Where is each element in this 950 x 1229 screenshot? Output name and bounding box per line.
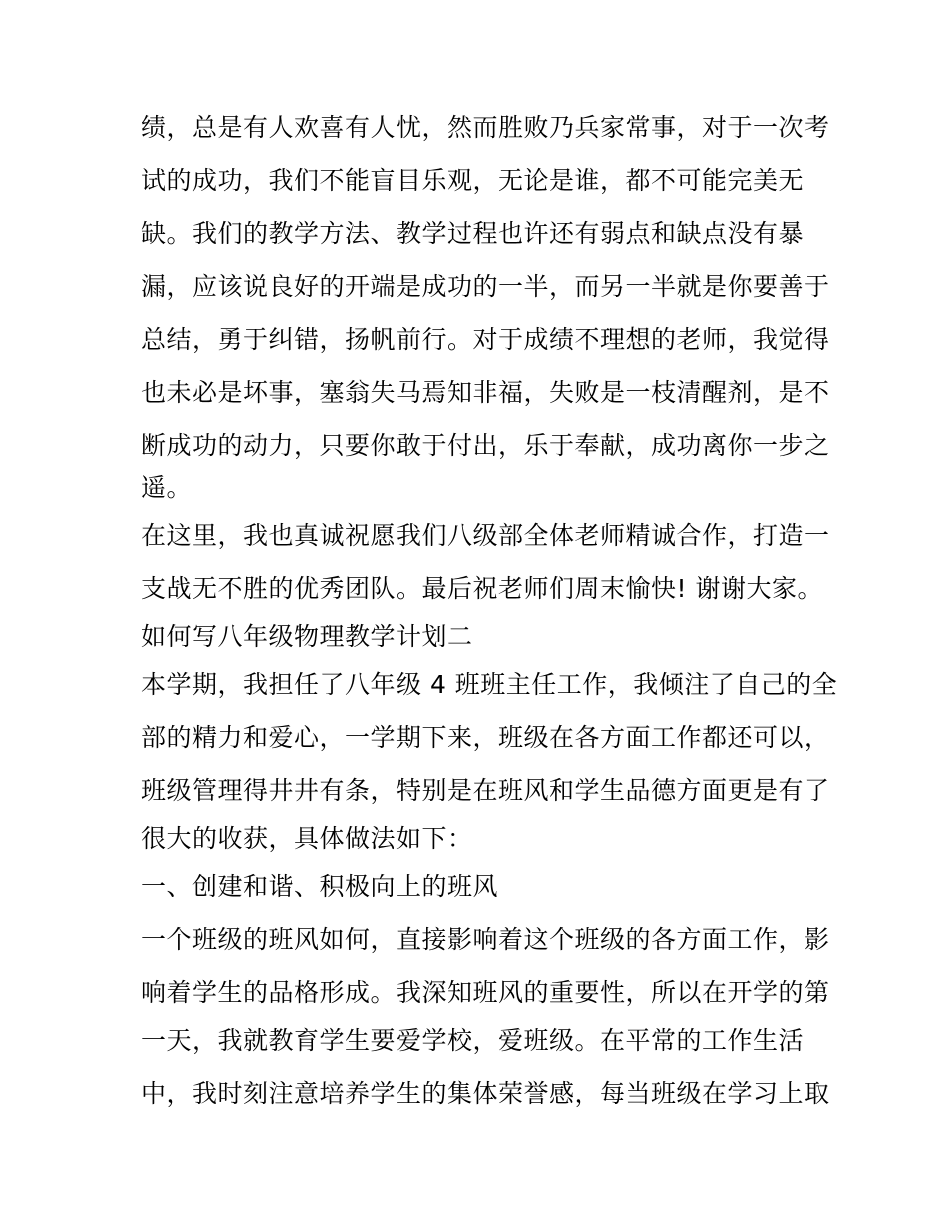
- text-line: 断成功的动力，只要你敢于付出，乐于奉献，成功离你一步之: [141, 431, 830, 460]
- text-line: 本学期，我担任了八年级 4 班班主任工作，我倾注了自己的全: [141, 670, 838, 699]
- text-line: 班级管理得井井有条，特别是在班风和学生品德方面更是有了: [141, 776, 830, 805]
- text-line: 总结，勇于纠错，扬帆前行。对于成绩不理想的老师，我觉得: [141, 325, 830, 354]
- text-line: 一天，我就教育学生要爱学校，爱班级。在平常的工作生活: [141, 1026, 805, 1055]
- text-line: 缺。我们的教学方法、教学过程也许还有弱点和缺点没有暴: [141, 219, 805, 248]
- text-line: 很大的收获，具体做法如下：: [141, 824, 473, 853]
- text-line: 在这里，我也真诚祝愿我们八级部全体老师精诚合作，打造一: [141, 521, 830, 550]
- text-line: 绩，总是有人欢喜有人忧，然而胜败乃兵家常事，对于一次考: [141, 113, 830, 142]
- text-line: 响着学生的品格形成。我深知班风的重要性，所以在开学的第: [141, 978, 830, 1007]
- text-line: 支战无不胜的优秀团队。最后祝老师们周末愉快! 谢谢大家。: [141, 574, 823, 603]
- text-line: 中，我时刻注意培养学生的集体荣誉感，每当班级在学习上取: [141, 1079, 830, 1108]
- text-line: 一个班级的班风如何，直接影响着这个班级的各方面工作，影: [141, 925, 830, 954]
- section-heading: 一、创建和谐、积极向上的班风: [141, 872, 499, 901]
- text-line: 部的精力和爱心，一学期下来，班级在各方面工作都还可以，: [141, 723, 830, 752]
- text-line: 遥。: [141, 473, 193, 502]
- section-heading: 如何写八年级物理教学计划二: [141, 622, 473, 651]
- text-line: 也未必是坏事，塞翁失马焉知非福，失败是一枝清醒剂，是不: [141, 378, 830, 407]
- text-line: 试的成功，我们不能盲目乐观，无论是谁，都不可能完美无: [141, 166, 805, 195]
- text-line: 漏，应该说良好的开端是成功的一半，而另一半就是你要善于: [141, 272, 830, 301]
